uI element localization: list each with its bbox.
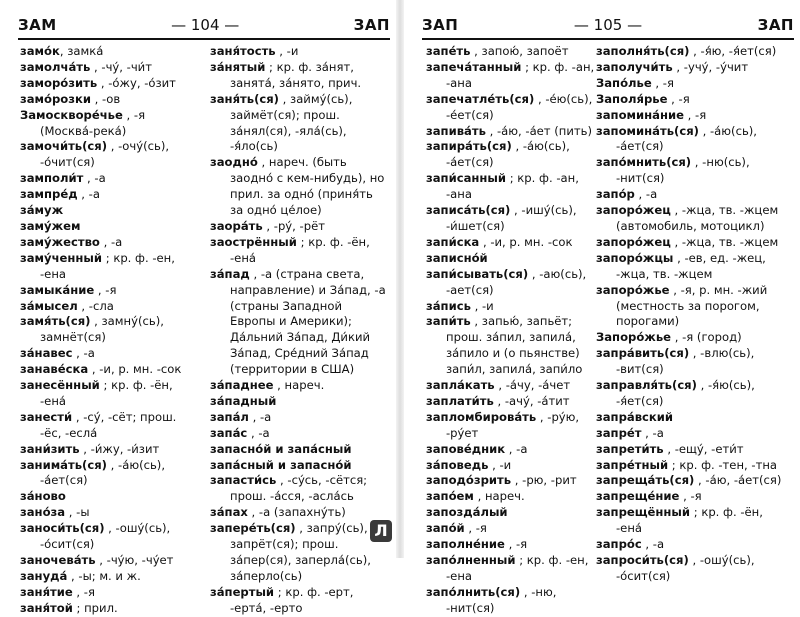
entry-forms: , -ов bbox=[91, 91, 121, 106]
entry-forms: , запою́, запоёт bbox=[470, 44, 569, 58]
entry-forms: , -я bbox=[72, 584, 95, 599]
entry-headword: за́пах bbox=[210, 505, 248, 520]
entry-headword: заодно́ bbox=[210, 155, 258, 170]
entry-headword: заму́жество bbox=[20, 234, 100, 249]
entry-forms: , -и bbox=[488, 457, 512, 472]
entry-forms: , -ещу́, -ети́т bbox=[663, 441, 744, 456]
dictionary-entry bbox=[596, 442, 792, 458]
entry-headword: запа́л bbox=[210, 409, 249, 424]
entry-forms: , -я (город) bbox=[671, 330, 742, 345]
left-page bbox=[0, 0, 396, 615]
dictionary-entry bbox=[596, 426, 792, 442]
entry-headword: записно́й bbox=[426, 250, 488, 265]
entry-forms: , -и, р. мн. -сок bbox=[88, 362, 182, 377]
dictionary-entry bbox=[426, 458, 598, 474]
entry-forms: , нареч. bbox=[473, 489, 525, 504]
right-header-first-word: ЗАП bbox=[422, 16, 459, 34]
dictionary-entry bbox=[426, 314, 598, 378]
entry-forms: , -рю, -рит bbox=[511, 473, 577, 488]
entry-forms: , -ошу́(сь), -о́сит(ся) bbox=[616, 553, 755, 583]
dictionary-entry bbox=[210, 267, 386, 378]
entry-headword: заполня́ть(ся) bbox=[596, 44, 690, 58]
entry-forms: , -и bbox=[470, 298, 494, 313]
entry-forms: , -влю(сь), -вит(ся) bbox=[616, 346, 755, 377]
entry-headword: заплати́ть bbox=[426, 393, 494, 408]
dictionary-entry bbox=[426, 410, 598, 442]
dictionary-entry bbox=[210, 458, 386, 474]
entry-headword: запомина́ть(ся) bbox=[596, 123, 699, 138]
entry-forms: , -я bbox=[504, 537, 528, 552]
entry-forms: , -а́ю(сь), -а́ет(ся) bbox=[40, 457, 166, 488]
entry-forms: , -сла bbox=[77, 298, 114, 313]
dictionary-entry bbox=[20, 235, 192, 251]
entry-headword: запи́санный bbox=[426, 171, 507, 186]
entry-headword: за́падный bbox=[210, 393, 277, 408]
entry-forms: , -а bbox=[248, 409, 272, 424]
dictionary-entry bbox=[596, 155, 792, 187]
dictionary-entry bbox=[20, 521, 192, 553]
entry-headword: запоро́жье bbox=[596, 282, 670, 297]
dictionary-entry bbox=[20, 553, 192, 569]
dictionary-entry bbox=[20, 442, 192, 458]
entry-headword: занима́ть(ся) bbox=[20, 457, 107, 472]
entry-headword: за́мысел bbox=[20, 298, 78, 313]
entry-forms: , -чу́, -чи́т bbox=[90, 59, 152, 74]
dictionary-entry bbox=[210, 442, 386, 458]
entry-forms: , -а bbox=[83, 171, 106, 186]
entry-headword: занесённый bbox=[20, 378, 100, 393]
dictionary-entry bbox=[426, 442, 598, 458]
entry-headword: за́пертый bbox=[210, 584, 275, 599]
dictionary-entry bbox=[426, 44, 598, 60]
entry-headword: запе́ть bbox=[426, 44, 471, 58]
entry-forms: , -а́ю, -а́ет(ся) bbox=[694, 473, 782, 488]
dictionary-entry bbox=[210, 219, 386, 235]
entry-headword: заподо́зрить bbox=[426, 473, 512, 488]
dictionary-entry bbox=[20, 314, 192, 346]
entry-headword: запре́т bbox=[596, 425, 642, 440]
right-header-last-word: ЗАП bbox=[757, 16, 794, 34]
dictionary-entry bbox=[20, 362, 192, 378]
entry-headword: запове́дник bbox=[426, 441, 506, 456]
entry-headword: занаве́ска bbox=[20, 362, 89, 377]
entry-headword: запра́вский bbox=[596, 409, 674, 424]
entry-forms: , -и, р. мн. -сок bbox=[479, 234, 573, 249]
entry-headword: запра́вить(ся) bbox=[596, 346, 690, 361]
dictionary-entry bbox=[596, 187, 792, 203]
entry-forms: , -а (запахну́ть) bbox=[247, 505, 346, 520]
dictionary-entry bbox=[426, 585, 598, 617]
entry-forms: , -а bbox=[99, 234, 123, 249]
right-header-rule bbox=[422, 38, 794, 40]
dictionary-entry bbox=[426, 171, 598, 203]
entry-forms: , -жца, тв. -жцем (автомобиль, мотоцикл) bbox=[616, 203, 779, 233]
entry-headword: запи́ть bbox=[426, 314, 471, 329]
dictionary-entry bbox=[596, 235, 792, 251]
left-header-rule bbox=[18, 38, 390, 40]
entry-headword: Заполя́рье bbox=[596, 91, 668, 106]
dictionary-entry bbox=[426, 394, 598, 410]
dictionary-entry bbox=[426, 124, 598, 140]
entry-forms: , замну́(сь), замнёт(ся) bbox=[40, 314, 164, 345]
entry-forms: , нареч. (быть заодно́ с кем-нибудь), но прил. за одно́ (приня́ть за одно́ це́лое) bbox=[230, 155, 385, 218]
dictionary-entry bbox=[20, 139, 192, 171]
left-column-1 bbox=[20, 44, 192, 617]
dictionary-entry bbox=[20, 378, 192, 410]
dictionary-entry bbox=[426, 60, 598, 92]
entry-headword: Запоро́жье bbox=[596, 330, 672, 345]
entry-headword: запломбирова́ть bbox=[426, 409, 537, 424]
entry-forms: , -а bbox=[505, 441, 528, 456]
entry-forms: , -я, р. мн. -жий (местность за порогом, порогами) bbox=[616, 282, 768, 329]
dictionary-entry bbox=[20, 60, 192, 76]
dictionary-entry bbox=[20, 76, 192, 92]
entry-forms: , -я́ю(сь), -я́ет(ся) bbox=[616, 378, 755, 408]
entry-headword: запреще́ние bbox=[596, 489, 680, 504]
entry-headword: запасти́сь bbox=[210, 473, 277, 488]
entry-forms: ; кр. ф. за́нят, занята́, за́нято, прич. bbox=[230, 59, 362, 90]
entry-headword: запо́ем bbox=[426, 489, 474, 504]
entry-headword: заня́той bbox=[20, 600, 73, 615]
entry-headword: заня́тие bbox=[20, 584, 73, 599]
dictionary-entry bbox=[596, 203, 792, 235]
dictionary-entry bbox=[596, 378, 792, 410]
entry-headword: замя́ть(ся) bbox=[20, 314, 91, 329]
dictionary-entry bbox=[596, 60, 792, 76]
dictionary-entry bbox=[20, 505, 192, 521]
entry-headword: запеча́танный bbox=[426, 59, 522, 74]
right-page-number: — 105 — bbox=[573, 16, 643, 34]
right-page bbox=[404, 0, 800, 615]
entry-forms: , запью́, запьёт; прош. за́пил, запила́, за́пило и (о пьянстве) запи́л, запила́, запи́ло bbox=[446, 314, 583, 377]
entry-headword: запива́ть bbox=[426, 123, 486, 138]
entry-forms: , -я bbox=[94, 282, 117, 297]
dictionary-entry bbox=[596, 473, 792, 489]
entry-headword: запира́ть(ся) bbox=[426, 139, 512, 154]
dictionary-entry bbox=[596, 108, 792, 124]
dictionary-entry bbox=[20, 569, 192, 585]
dictionary-entry bbox=[426, 521, 598, 537]
entry-headword: за́навес bbox=[20, 346, 73, 361]
entry-headword: заня́ть(ся) bbox=[210, 91, 279, 106]
entry-forms: , -а bbox=[634, 187, 658, 202]
entry-headword: зани́зить bbox=[20, 441, 80, 456]
dictionary-entry bbox=[426, 235, 598, 251]
dictionary-entry bbox=[596, 124, 792, 156]
entry-forms: , -а (страна света, направление) и За́пад, -а (страны Западной Европы и Америки); Да́льний За́пад, Ди́кий За́пад, Сре́дний За́пад (территории в США) bbox=[230, 266, 386, 377]
dictionary-entry bbox=[596, 330, 792, 346]
entry-forms: , -а bbox=[72, 346, 95, 361]
entry-headword: заора́ть bbox=[210, 218, 263, 233]
entry-forms: , запру́(сь), запрёт(ся); прош. за́пер(ся), заперла́(сь), за́перло(сь) bbox=[230, 521, 371, 583]
dictionary-entry bbox=[426, 537, 598, 553]
entry-headword: заострённый bbox=[210, 234, 297, 249]
entry-headword: запреща́ть(ся) bbox=[596, 473, 695, 488]
entry-forms: , -су́сь, -сётся; прош. -а́сся, -асла́сь bbox=[230, 473, 368, 504]
dictionary-entry bbox=[210, 235, 386, 267]
dictionary-entry bbox=[20, 489, 192, 505]
dictionary-entry bbox=[426, 505, 598, 521]
entry-headword: запомина́ние bbox=[596, 107, 684, 122]
entry-forms: ; кр. ф. -ён, -ена́ bbox=[616, 505, 763, 536]
entry-forms: ; прил. bbox=[72, 600, 118, 615]
entry-forms: , -ы bbox=[65, 505, 90, 520]
entry-forms: , -я́ю, -я́ет(ся) bbox=[689, 44, 777, 58]
entry-headword: запа́сный и запасно́й bbox=[210, 457, 352, 472]
dictionary-entry bbox=[20, 283, 192, 299]
entry-headword: запрети́ть bbox=[596, 441, 664, 456]
entry-headword: запозда́лый bbox=[426, 505, 508, 520]
entry-forms: , -жца, тв. -жцем bbox=[670, 234, 779, 249]
entry-forms: ; кр. ф. -ерт, -ерта́, -ерто bbox=[230, 584, 354, 615]
entry-forms: , -я bbox=[679, 489, 702, 504]
dictionary-entry bbox=[426, 267, 598, 299]
entry-forms: , -я bbox=[464, 521, 487, 536]
entry-forms: , -и bbox=[275, 44, 299, 58]
entry-forms: , -а bbox=[77, 187, 100, 202]
entry-headword: за́пад bbox=[210, 266, 250, 281]
entry-forms: ; кр. ф. -тен, -тна bbox=[668, 457, 778, 472]
entry-headword: запо́лнить(ся) bbox=[426, 584, 521, 599]
dictionary-entry bbox=[426, 489, 598, 505]
entry-forms: , -ру́ю, -ру́ет bbox=[446, 409, 580, 440]
dictionary-entry bbox=[20, 171, 192, 187]
dictionary-entry bbox=[20, 585, 192, 601]
entry-headword: зануда́ bbox=[20, 568, 68, 583]
entry-forms: , -я (Москва́-река́) bbox=[40, 107, 146, 138]
entry-headword: запечатле́ть(ся) bbox=[426, 91, 535, 106]
dictionary-entry bbox=[210, 92, 386, 156]
dictionary-entry bbox=[596, 458, 792, 474]
dictionary-entry bbox=[596, 489, 792, 505]
entry-headword: замолча́ть bbox=[20, 59, 91, 74]
entry-forms: ; кр. ф. -ён, -ена́ bbox=[230, 234, 370, 265]
entry-headword: запере́ть(ся) bbox=[210, 521, 296, 536]
dictionary-entry bbox=[20, 346, 192, 362]
dictionary-entry bbox=[20, 299, 192, 315]
entry-forms: , -и́жу, -и́зит bbox=[79, 441, 160, 456]
dictionary-entry bbox=[20, 44, 192, 60]
entry-forms: , -а́ю, -а́ет (пить) bbox=[485, 123, 592, 138]
entry-forms: ; кр. ф. -ен, -ена bbox=[446, 553, 589, 583]
entry-headword: за́пись bbox=[426, 298, 471, 313]
entry-headword: запре́тный bbox=[596, 457, 669, 472]
entry-forms: , нареч. bbox=[273, 378, 325, 393]
entry-headword: запрещённый bbox=[596, 505, 691, 520]
dictionary-entry bbox=[426, 251, 598, 267]
left-page-number: — 104 — bbox=[171, 16, 240, 34]
dictionary-entry bbox=[596, 76, 792, 92]
dictionary-entry bbox=[210, 410, 386, 426]
entry-headword: запи́ска bbox=[426, 234, 480, 249]
dictionary-entry bbox=[596, 537, 792, 553]
entry-headword: заму́жем bbox=[20, 218, 81, 233]
entry-forms: , -а bbox=[641, 425, 664, 440]
entry-headword: за́нятый bbox=[210, 59, 266, 74]
dictionary-entry bbox=[20, 108, 192, 140]
entry-forms: , -я bbox=[651, 75, 674, 90]
entry-forms: ; кр. ф. -ан, -ана bbox=[446, 59, 595, 90]
entry-forms: , замка́ bbox=[59, 44, 104, 58]
dictionary-entry bbox=[426, 203, 598, 235]
dictionary-entry bbox=[596, 346, 792, 378]
entry-forms: , займу́(сь), займёт(ся); прош. за́нял(ся), -яла́(сь), -я́ло(сь) bbox=[230, 91, 353, 154]
entry-headword: заполучи́ть bbox=[596, 59, 673, 74]
dictionary-entry bbox=[20, 251, 192, 283]
entry-headword: заполне́ние bbox=[426, 537, 505, 552]
entry-forms: , -а bbox=[641, 537, 665, 552]
entry-headword: зампре́д bbox=[20, 187, 78, 202]
entry-headword: заня́тость bbox=[210, 44, 276, 58]
entry-headword: запи́сывать(ся) bbox=[426, 266, 529, 281]
dictionary-entry bbox=[210, 521, 386, 585]
dictionary-entry bbox=[210, 473, 386, 505]
dictionary-entry bbox=[426, 378, 598, 394]
book-gutter bbox=[396, 0, 404, 558]
entry-forms: , -е́ю(сь), -е́ет(ся) bbox=[446, 91, 593, 122]
entry-forms: , -учу́, -у́чит bbox=[672, 59, 749, 74]
left-header-first-word: ЗАМ bbox=[18, 16, 57, 34]
dictionary-entry bbox=[20, 203, 192, 219]
entry-forms: , -а́ю(сь), -а́ет(ся) bbox=[616, 123, 757, 154]
entry-headword: замо́к bbox=[20, 44, 60, 58]
dictionary-entry bbox=[210, 155, 386, 219]
entry-headword: записа́ть(ся) bbox=[426, 203, 511, 218]
dictionary-entry bbox=[596, 505, 792, 537]
entry-headword: запо́лненный bbox=[426, 553, 516, 567]
dictionary-entry bbox=[210, 426, 386, 442]
entry-headword: запро́с bbox=[596, 537, 642, 552]
entry-headword: запла́кать bbox=[426, 378, 495, 393]
entry-forms: , -а bbox=[247, 425, 270, 440]
entry-headword: Запо́лье bbox=[596, 75, 652, 90]
dictionary-entry bbox=[210, 378, 386, 394]
dictionary-entry bbox=[20, 187, 192, 203]
entry-headword: запо́мнить(ся) bbox=[596, 155, 692, 170]
entry-headword: замполи́т bbox=[20, 171, 84, 186]
dictionary-entry bbox=[596, 283, 792, 331]
entry-headword: за́муж bbox=[20, 203, 64, 218]
entry-forms: ; кр. ф. -ён, -ена́ bbox=[40, 378, 173, 408]
dictionary-entry bbox=[210, 60, 386, 92]
entry-forms: , -су́, -сёт; прош. -ёс, -есла́ bbox=[40, 409, 177, 440]
dictionary-entry bbox=[210, 585, 386, 617]
entry-forms: , -ишу́(сь), -и́шет(ся) bbox=[446, 203, 577, 233]
entry-forms: , -аю(сь), -ает(ся) bbox=[446, 266, 587, 297]
publisher-logo-icon: Л bbox=[370, 520, 392, 542]
entry-forms: , -ачу́, -а́тит bbox=[493, 393, 570, 408]
dictionary-entry bbox=[596, 251, 792, 283]
entry-forms: , -очу́(сь), -о́чит(ся) bbox=[40, 139, 170, 170]
entry-headword: заму́ченный bbox=[20, 250, 103, 265]
entry-forms: ; кр. ф. -ен, -ена bbox=[40, 250, 175, 281]
entry-headword: запа́с bbox=[210, 425, 248, 440]
entry-headword: замочи́ть(ся) bbox=[20, 139, 108, 154]
entry-headword: замыка́ние bbox=[20, 282, 95, 297]
right-column-1 bbox=[426, 44, 598, 617]
entry-headword: запоро́жец bbox=[596, 234, 671, 249]
dictionary-entry bbox=[210, 505, 386, 521]
dictionary-entry bbox=[20, 410, 192, 442]
entry-forms: , -я bbox=[667, 91, 690, 106]
dictionary-entry bbox=[596, 44, 792, 60]
entry-forms: , -о́жу, -о́зит bbox=[97, 75, 176, 90]
dictionary-entry bbox=[426, 92, 598, 124]
entry-forms: ; кр. ф. -ан, -ана bbox=[446, 171, 579, 202]
entry-headword: заморо́зить bbox=[20, 75, 98, 90]
entry-headword: запоро́жец bbox=[596, 203, 671, 218]
entry-forms: , -а́ю(сь), -а́ет(ся) bbox=[446, 139, 570, 170]
entry-headword: заночева́ть bbox=[20, 553, 96, 567]
dictionary-entry bbox=[426, 299, 598, 315]
entry-headword: замо́розки bbox=[20, 91, 91, 106]
left-column-2 bbox=[210, 44, 386, 617]
left-running-header bbox=[18, 14, 390, 36]
entry-headword: занести́ bbox=[20, 409, 73, 424]
entry-forms: , -ню, -нит(ся) bbox=[446, 584, 557, 615]
entry-headword: запасно́й и запа́сный bbox=[210, 441, 352, 456]
dictionary-entry bbox=[20, 458, 192, 490]
entry-forms: , -ню(сь), -нит(ся) bbox=[616, 155, 750, 186]
entry-forms: , -ы; м. и ж. bbox=[67, 568, 141, 583]
left-header-last-word: ЗАП bbox=[353, 16, 390, 34]
dictionary-entry bbox=[20, 219, 192, 235]
entry-headword: зано́за bbox=[20, 505, 66, 520]
entry-headword: запо́й bbox=[426, 521, 465, 536]
dictionary-entry bbox=[210, 44, 386, 60]
dictionary-entry bbox=[596, 410, 792, 426]
dictionary-entry bbox=[210, 394, 386, 410]
dictionary-entry bbox=[596, 92, 792, 108]
right-column-2 bbox=[596, 44, 792, 585]
dictionary-entry bbox=[426, 473, 598, 489]
entry-forms: , -а́чу, -а́чет bbox=[494, 378, 571, 393]
entry-headword: за́ново bbox=[20, 489, 66, 504]
entry-headword: запроси́ть(ся) bbox=[596, 553, 689, 567]
dictionary-entry bbox=[426, 139, 598, 171]
entry-headword: Замоскворе́чье bbox=[20, 107, 123, 122]
entry-forms: , -ев, ед. -жец, -жца, тв. -жцем bbox=[616, 250, 766, 281]
entry-forms: , -я bbox=[683, 107, 707, 122]
entry-headword: заправля́ть(ся) bbox=[596, 378, 697, 393]
dictionary-entry bbox=[20, 601, 192, 617]
entry-headword: заноси́ть(ся) bbox=[20, 521, 105, 536]
entry-forms: , -ру́, -рёт bbox=[262, 218, 325, 233]
entry-forms: , -чу́ю, -чу́ет bbox=[95, 553, 174, 567]
entry-forms: , -ошу́(сь), -о́сит(ся) bbox=[40, 521, 171, 552]
entry-headword: за́паднее bbox=[210, 378, 274, 393]
entry-headword: за́поведь bbox=[426, 457, 489, 472]
dictionary-entry bbox=[20, 92, 192, 108]
entry-headword: запоро́жцы bbox=[596, 250, 674, 265]
entry-headword: запо́р bbox=[596, 187, 635, 202]
right-running-header bbox=[422, 14, 794, 36]
